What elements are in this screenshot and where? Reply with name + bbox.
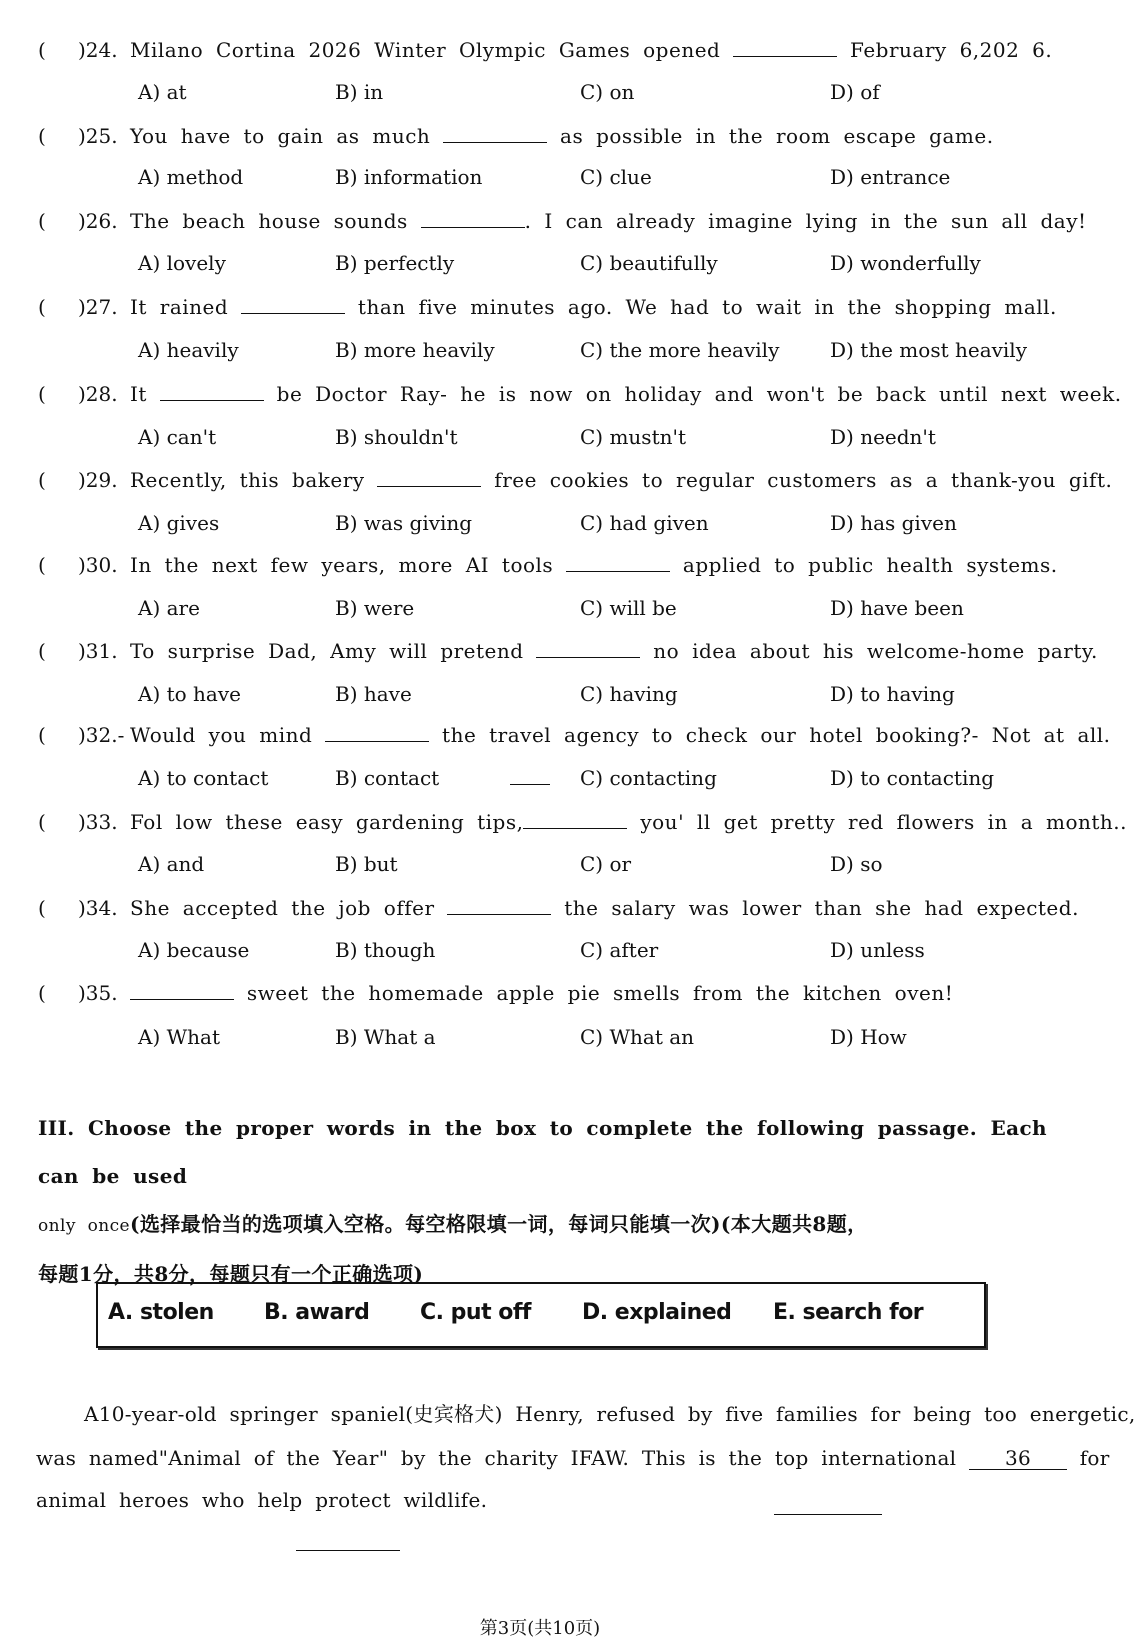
answer-blank[interactable] [325,723,429,742]
option-c: C) contacting [580,766,717,790]
option-d: D) has given [830,511,957,535]
question-text-pre: In the next few years, more AI tools [130,553,567,577]
question-text [130,124,994,148]
word-option-b: B. award [264,1300,370,1325]
section-3-title-cn2: 每题1分，共8分，每题只有一个正确选项) [38,1262,424,1286]
option-c: C) after [580,938,659,962]
answer-blank[interactable] [443,124,547,143]
question-number: )34. [78,896,118,920]
question-number: )35. [78,981,118,1005]
option-c: C) the more heavily [580,338,780,362]
option-a: A) What [138,1025,221,1049]
question-text [130,553,1058,577]
question-number: )29. [78,468,118,492]
answer-blank-36[interactable]: 36 [969,1447,1067,1470]
question-text-pre: Recently, this bakery [130,468,378,492]
option-a: A) lovely [138,251,226,275]
word-option-c: C. put off [420,1300,532,1325]
option-c: C) clue [580,165,652,189]
option-a: A) can't [138,425,217,449]
answer-blank[interactable] [130,981,234,1000]
option-a: A) heavily [138,338,239,362]
question-number: )33. [78,810,118,834]
option-d: D) How [830,1025,907,1049]
question-line [30,382,1122,412]
option-a: A) because [138,938,250,962]
option-b: B) shouldn't [335,425,458,449]
option-a: A) gives [138,511,220,535]
question-line [30,896,1079,926]
answer-paren[interactable]: ( [38,124,46,148]
passage-line-2-pre: was named"Animal of the Year" by the charity IFAW. This is the top international [36,1446,970,1470]
options-line [30,425,1060,455]
question-line [30,295,1060,325]
question-number: )27. [78,295,118,319]
question-text-post: be Doctor Ray- he is now on holiday and won't be back until next week. [263,382,1122,406]
page-footer: 第3页(共10页) [479,1618,601,1639]
section-3-instructions [38,1104,1048,1298]
question-text-pre: The beach house sounds [130,209,421,233]
options-line [30,682,1060,712]
option-b: B) contact [335,766,440,790]
question-number: )30. [78,553,118,577]
question-number: )26. [78,209,118,233]
option-c: C) will be [580,596,677,620]
question-line [30,124,1060,154]
question-number: )25. [78,124,118,148]
option-c: C) had given [580,511,709,535]
option-b: B) were [335,596,415,620]
question-text-post: February 6,202 6. [837,38,1053,62]
section-3-title-cn1: (选择最恰当的选项填入空格。每空格限填一词，每词只能填一次)(本大题共8题， [130,1212,868,1236]
answer-paren[interactable]: ( [38,896,46,920]
question-text-post: . I can already imagine lying in the sun all day! [524,209,1087,233]
question-line [30,639,1098,669]
question-text-post: the salary was lower than she had expected. [551,896,1079,920]
question-line [30,468,1113,498]
answer-blank[interactable] [566,553,670,572]
question-text-pre: It [130,382,160,406]
options-line [30,596,1060,626]
option-b: B) information [335,165,483,189]
option-c: C) What an [580,1025,695,1049]
passage-line-3: animal heroes who help protect wildlife. [36,1488,488,1512]
option-b: B) perfectly [335,251,455,275]
question-text-post: free cookies to regular customers as a thank-you gift. [481,468,1113,492]
stray-blank-line [510,784,550,785]
question-text-post: sweet the homemade apple pie smells from the kitchen oven! [234,981,954,1005]
question-line [30,209,1087,239]
option-d: D) of [830,80,880,104]
question-text-post: applied to public health systems. [670,553,1058,577]
word-box [96,1282,986,1348]
option-a: A) are [138,596,200,620]
question-text [130,723,1111,747]
answer-paren[interactable]: ( [38,468,46,492]
question-text [130,382,1122,406]
option-d: D) have been [830,596,964,620]
option-a: A) at [138,80,187,104]
option-a: A) to have [138,682,241,706]
question-text [130,209,1087,233]
answer-paren[interactable]: ( [38,553,46,577]
question-text-post: as possible in the room escape game. [547,124,994,148]
section-3-title-bold: III. Choose the proper words in the box to complete the following passage. Each can be used [38,1116,1047,1188]
option-b: B) What a [335,1025,436,1049]
option-c: C) having [580,682,678,706]
answer-blank[interactable] [421,209,525,228]
question-text [130,810,1127,834]
option-d: D) so [830,852,883,876]
answer-blank[interactable] [523,810,627,829]
option-b: B) was giving [335,511,473,535]
answer-paren[interactable]: ( [38,382,46,406]
option-b: B) have [335,682,412,706]
answer-paren[interactable]: ( [38,723,46,747]
option-d: D) to contacting [830,766,995,790]
question-text [130,468,1112,492]
question-text-post: than five minutes ago. We had to wait in the shopping mall. [345,295,1057,319]
question-text [130,981,953,1005]
passage-line-2-post: for [1067,1446,1110,1470]
question-number: )28. [78,382,118,406]
question-line [30,981,1060,1011]
question-line [30,38,1060,68]
question-text-pre: It rained [130,295,242,319]
question-line [30,553,1060,583]
option-a: A) to contact [138,766,269,790]
question-number: )31. [78,639,118,663]
option-a: A) method [138,165,244,189]
word-option-e: E. search for [773,1300,924,1325]
options-line [30,165,1060,195]
option-b: B) more heavily [335,338,495,362]
question-text-post: the travel agency to check our hotel booking?- Not at all. [429,723,1111,747]
option-b: B) though [335,938,436,962]
answer-paren[interactable]: ( [38,38,46,62]
option-d: D) unless [830,938,925,962]
answer-paren[interactable]: ( [38,639,46,663]
answer-paren[interactable]: ( [38,981,46,1005]
answer-blank[interactable] [536,639,640,658]
word-option-d: D. explained [582,1300,732,1325]
question-text [130,295,1057,319]
question-line [30,810,1127,840]
question-text-pre: To surprise Dad, Amy will pretend [130,639,537,663]
question-text [130,639,1098,663]
question-number: )24. [78,38,118,62]
question-text-pre: Would you mind [130,723,326,747]
question-text-pre: You have to gain as much [130,124,444,148]
stray-blank-line [774,1514,882,1515]
answer-paren[interactable]: ( [38,295,46,319]
section-3-title-cn-line1 [38,1200,1048,1250]
option-c: C) or [580,852,632,876]
section-3-title-en [38,1104,1048,1200]
answer-blank[interactable] [160,382,264,401]
option-d: D) needn't [830,425,936,449]
option-d: D) to having [830,682,955,706]
question-text-post: no idea about his welcome-home party. [640,639,1098,663]
question-text-pre: She accepted the job offer [130,896,448,920]
option-d: D) wonderfully [830,251,981,275]
options-line [30,80,1060,110]
question-text-pre: Fol low these easy gardening tips, [130,810,524,834]
option-c: C) on [580,80,635,104]
passage-line-1: A10-year-old springer spaniel(史宾格犬) Henry, refused by five families for being too energetic, [84,1402,1136,1426]
question-number: )32.- [78,723,125,747]
question-text-pre: Milano Cortina 2026 Winter Olympic Games opened [130,38,734,62]
options-line [30,338,1060,368]
options-line [30,511,1060,541]
options-line [30,1025,1060,1055]
option-b: B) in [335,80,384,104]
option-c: C) beautifully [580,251,718,275]
stray-blank-line [296,1550,400,1551]
option-a: A) and [138,852,205,876]
answer-blank[interactable] [241,295,345,314]
options-line [30,852,1060,882]
answer-blank[interactable] [733,38,837,57]
option-d: D) the most heavily [830,338,1028,362]
word-option-a: A. stolen [108,1300,214,1325]
answer-blank[interactable] [377,468,481,487]
question-text-post: you' ll get pretty red flowers in a month.. [627,810,1127,834]
option-c: C) mustn't [580,425,687,449]
options-line [30,766,1060,796]
question-line [30,723,1111,753]
options-line [30,251,1060,281]
answer-paren[interactable]: ( [38,810,46,834]
question-text [130,896,1079,920]
section-3-title-small: only once [38,1216,130,1236]
question-text [130,38,1052,62]
passage-line-2 [36,1446,1110,1470]
options-line [30,938,1060,968]
answer-paren[interactable]: ( [38,209,46,233]
option-b: B) but [335,852,398,876]
answer-blank[interactable] [447,896,551,915]
option-d: D) entrance [830,165,951,189]
